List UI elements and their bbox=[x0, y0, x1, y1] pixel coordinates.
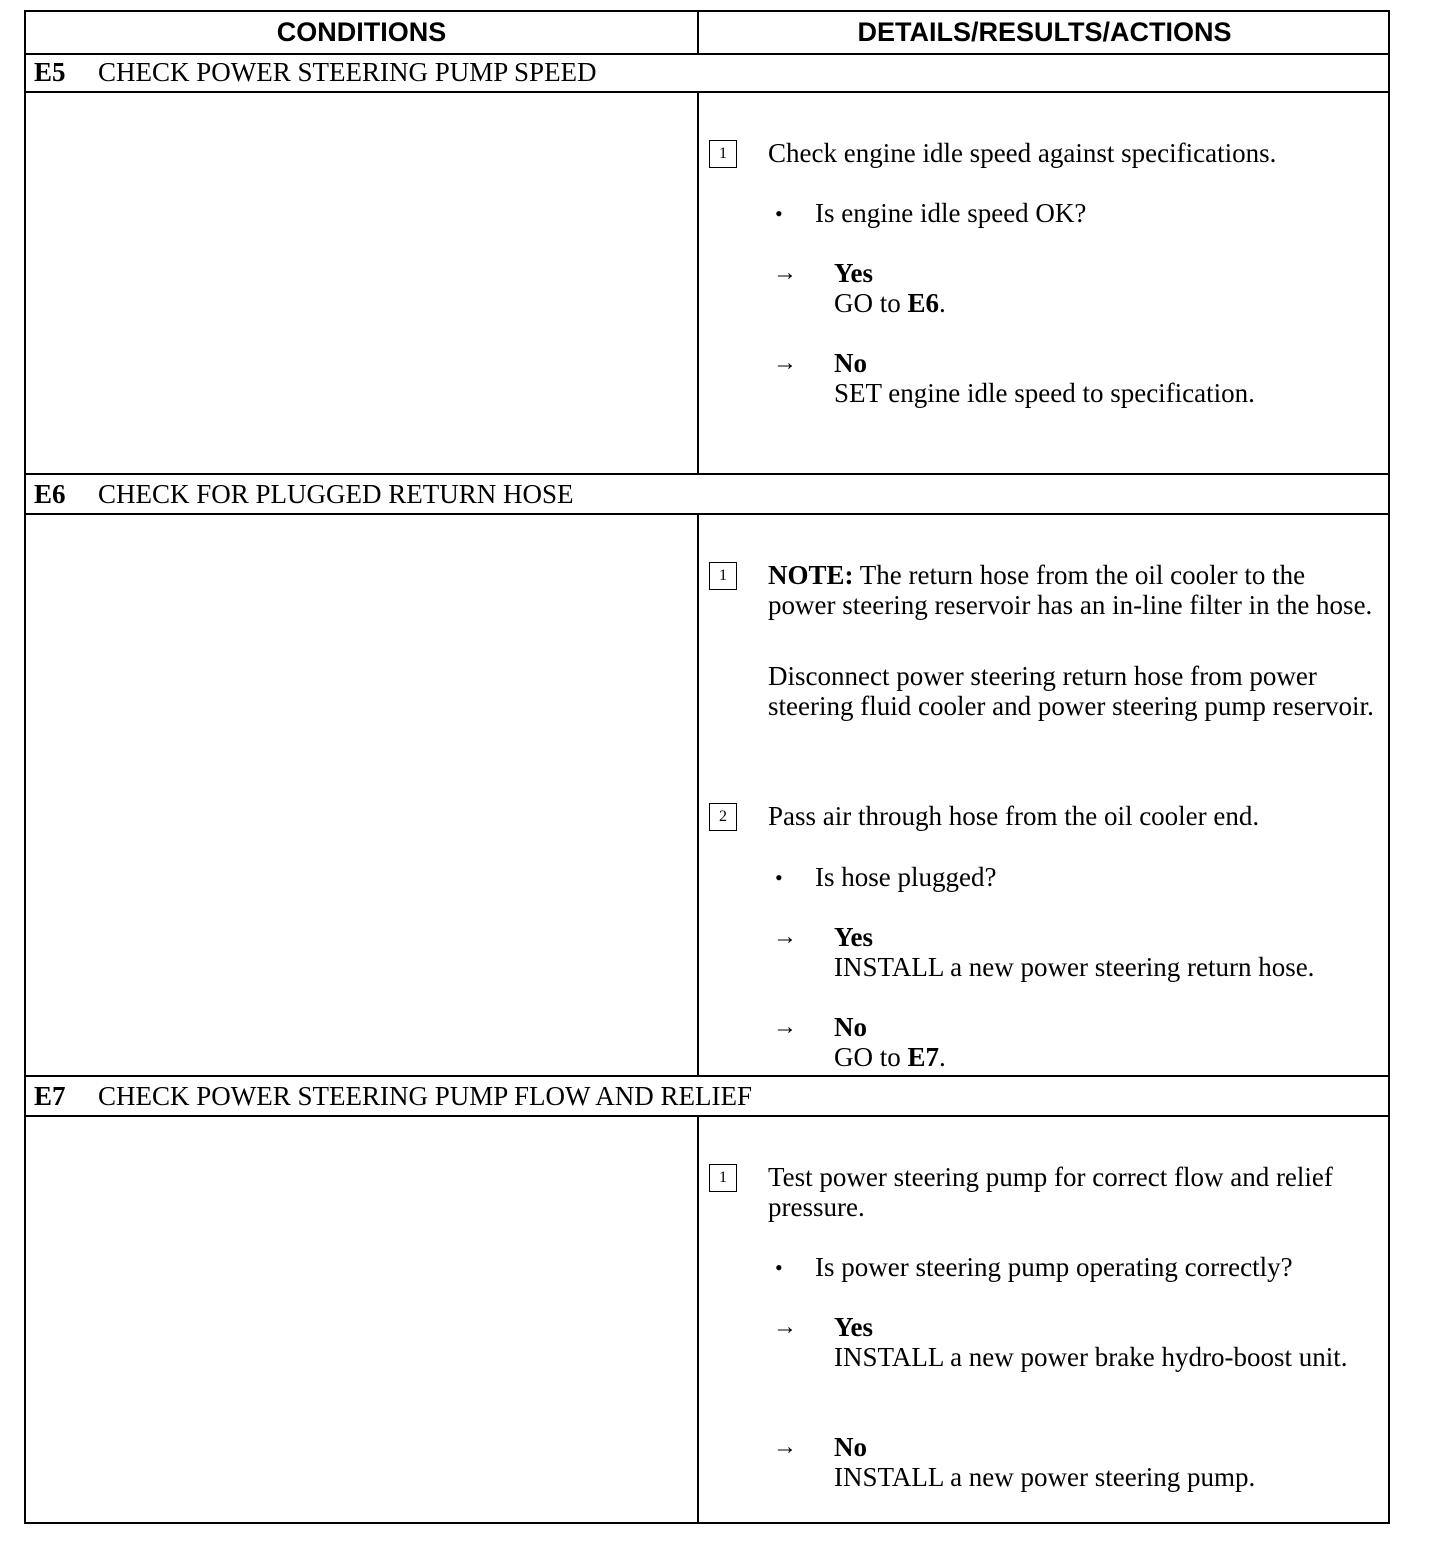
e6-conditions-cell bbox=[26, 515, 699, 1075]
diagnostic-table bbox=[24, 10, 1390, 1524]
e6-note-label: NOTE: bbox=[768, 560, 854, 590]
e7-yes-label: Yes bbox=[834, 1312, 873, 1342]
e5-title: CHECK POWER STEERING PUMP SPEED bbox=[98, 56, 597, 87]
e7-conditions-cell bbox=[26, 1117, 699, 1522]
bullet-icon: • bbox=[775, 201, 783, 226]
e5-yes-action-text: GO to bbox=[834, 288, 908, 318]
e6-no-action bbox=[834, 1042, 1374, 1072]
e6-note bbox=[768, 560, 1374, 620]
e6-body bbox=[26, 515, 1388, 1077]
arrow-right-icon: → bbox=[773, 924, 797, 950]
e6-yes-action: INSTALL a new power steering return hose. bbox=[834, 952, 1315, 982]
e6-no-label: No bbox=[834, 1012, 867, 1042]
e5-conditions-cell bbox=[26, 93, 699, 473]
e6-no-action-text: GO to bbox=[834, 1042, 908, 1072]
e6-no-action-end: . bbox=[939, 1042, 946, 1072]
e5-body bbox=[26, 93, 1388, 475]
e6-question: Is hose plugged? bbox=[815, 862, 997, 892]
e6-code: E6 bbox=[34, 478, 66, 509]
e6-title: CHECK FOR PLUGGED RETURN HOSE bbox=[98, 478, 574, 509]
e5-question: Is engine idle speed OK? bbox=[815, 198, 1087, 228]
arrow-right-icon: → bbox=[773, 1014, 797, 1040]
e7-step-1-text: Test power steering pump for correct flow and relief pressure. bbox=[768, 1162, 1333, 1222]
e7-code: E7 bbox=[34, 1080, 66, 1111]
e5-step-1-text: Check engine idle speed against specifications. bbox=[768, 138, 1277, 168]
e5-no-action: SET engine idle speed to specification. bbox=[834, 378, 1255, 408]
e5-title-row bbox=[26, 53, 1388, 93]
arrow-right-icon: → bbox=[773, 350, 797, 376]
e7-no-label: No bbox=[834, 1432, 867, 1462]
table-header bbox=[26, 12, 1388, 55]
e5-no-label: No bbox=[834, 348, 867, 378]
e5-step-1-number: 1 bbox=[709, 140, 737, 168]
bullet-icon: • bbox=[775, 1255, 783, 1280]
e7-title-row bbox=[26, 1077, 1388, 1117]
e7-question: Is power steering pump operating correctly? bbox=[815, 1252, 1293, 1282]
e7-yes-action: INSTALL a new power brake hydro-boost unit. bbox=[834, 1342, 1348, 1372]
e5-yes-action bbox=[834, 288, 1374, 318]
e5-yes-action-ref: E6 bbox=[907, 288, 940, 318]
e6-step-1-number: 1 bbox=[709, 562, 737, 590]
e6-details-cell bbox=[699, 515, 1388, 1075]
e6-step-1-text: Disconnect power steering return hose from power steering fluid cooler and power steering pump reservoir. bbox=[768, 661, 1374, 721]
e6-step-2-number: 2 bbox=[709, 803, 737, 831]
e7-details-cell bbox=[699, 1117, 1388, 1522]
e7-step-1-number: 1 bbox=[709, 1164, 737, 1192]
e7-title: CHECK POWER STEERING PUMP FLOW AND RELIEF bbox=[98, 1080, 753, 1111]
e6-yes-label: Yes bbox=[834, 922, 873, 952]
details-header: DETAILS/RESULTS/ACTIONS bbox=[857, 17, 1232, 47]
e6-step-2-text: Pass air through hose from the oil cooler end. bbox=[768, 801, 1260, 831]
bullet-icon: • bbox=[775, 865, 783, 890]
e6-no-action-ref: E7 bbox=[907, 1042, 940, 1072]
e5-details-cell bbox=[699, 93, 1388, 473]
e5-code: E5 bbox=[34, 56, 66, 87]
e7-no-action: INSTALL a new power steering pump. bbox=[834, 1462, 1256, 1492]
arrow-right-icon: → bbox=[773, 260, 797, 286]
e5-yes-action-end: . bbox=[939, 288, 946, 318]
arrow-right-icon: → bbox=[773, 1314, 797, 1340]
arrow-right-icon: → bbox=[773, 1434, 797, 1460]
e7-body bbox=[26, 1117, 1388, 1522]
e6-title-row bbox=[26, 475, 1388, 515]
e6-note-text: The return hose from the oil cooler to the power steering reservoir has an in-line filter in the hose. bbox=[768, 560, 1373, 620]
conditions-header: CONDITIONS bbox=[26, 12, 699, 53]
e5-yes-label: Yes bbox=[834, 258, 873, 288]
